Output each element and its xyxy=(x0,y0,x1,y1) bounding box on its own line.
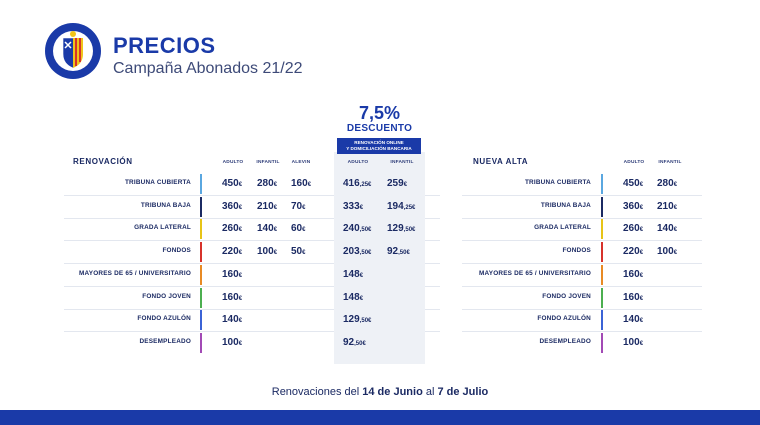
alta-price-adulto xyxy=(623,337,643,348)
currency-symbol: € xyxy=(273,227,278,233)
alta-price-adulto xyxy=(623,201,643,212)
row-divider xyxy=(64,286,334,287)
price-adulto-value: 100 xyxy=(222,337,239,348)
row-divider xyxy=(462,195,702,196)
row-label: FONDOS xyxy=(162,247,191,254)
nueva-alta-color-bar xyxy=(601,197,603,217)
price-adulto-value: 260 xyxy=(222,223,239,234)
currency-symbol: € xyxy=(406,250,410,256)
currency-symbol: € xyxy=(359,296,364,302)
nueva-alta-row-label xyxy=(0,242,591,262)
price-discount-infantil-value: 259 xyxy=(387,178,404,189)
currency-symbol: € xyxy=(359,205,364,211)
nueva-alta-color-bar xyxy=(601,265,603,285)
price-adulto-value: 140 xyxy=(222,314,239,325)
currency-symbol: € xyxy=(302,250,306,256)
renewal-dates-footer xyxy=(0,386,760,398)
row-label: TRIBUNA BAJA xyxy=(540,202,591,209)
alta-price-infantil xyxy=(657,223,677,234)
price-adulto-value: 160 xyxy=(222,269,239,280)
currency-symbol: € xyxy=(238,296,243,302)
price-discount-adulto-value: 240 xyxy=(343,223,360,234)
alta-price-adulto xyxy=(623,178,643,189)
nueva-alta-row-label xyxy=(0,288,591,308)
alta-price-adulto xyxy=(623,314,643,325)
price-discount-infantil-value: 92 xyxy=(387,246,399,257)
row-label: GRADA LATERAL xyxy=(534,224,591,231)
row-label: MAYORES DE 65 / UNIVERSITARIO xyxy=(79,270,191,277)
currency-symbol: € xyxy=(673,182,678,188)
currency-symbol: € xyxy=(673,227,678,233)
row-label: TRIBUNA BAJA xyxy=(140,202,191,209)
currency-symbol: € xyxy=(368,182,372,188)
currency-symbol: € xyxy=(403,182,408,188)
price-alevin-value: 160 xyxy=(291,178,308,189)
row-divider xyxy=(64,195,334,196)
currency-symbol: € xyxy=(302,205,306,211)
price-discount-adulto-value: 129 xyxy=(343,314,360,325)
row-divider xyxy=(64,263,334,264)
discount-percent: 7,5% xyxy=(358,103,401,123)
currency-symbol: € xyxy=(238,227,243,233)
currency-symbol: € xyxy=(673,250,678,256)
price-discount-adulto-value: 416 xyxy=(343,178,360,189)
price-discount-infantil-decimals: ,50 xyxy=(403,227,413,233)
price-discount-adulto-value: 333 xyxy=(343,201,360,212)
row-divider xyxy=(64,331,334,332)
row-divider xyxy=(425,263,440,264)
price-discount-adulto-decimals: ,25 xyxy=(359,182,369,188)
alta-price-adulto xyxy=(623,292,643,303)
currency-symbol: € xyxy=(238,341,243,347)
currency-symbol: € xyxy=(368,318,372,324)
currency-symbol: € xyxy=(273,250,278,256)
currency-symbol: € xyxy=(412,227,416,233)
alta-price-adulto xyxy=(623,246,643,257)
row-label: FONDO AZULÓN xyxy=(537,315,591,322)
renovacion-title: RENOVACIÓN xyxy=(73,157,133,166)
currency-symbol: € xyxy=(307,182,312,188)
price-discount-infantil-decimals: ,50 xyxy=(398,250,407,256)
currency-symbol: € xyxy=(639,205,644,211)
alta-price-adulto-value: 140 xyxy=(623,314,640,325)
nueva-alta-color-bar xyxy=(601,288,603,308)
currency-symbol: € xyxy=(639,182,644,188)
row-divider xyxy=(425,195,440,196)
alta-price-adulto-value: 260 xyxy=(623,223,640,234)
currency-symbol: € xyxy=(639,273,644,279)
row-label: FONDOS xyxy=(562,247,591,254)
currency-symbol: € xyxy=(639,250,644,256)
row-label: MAYORES DE 65 / UNIVERSITARIO xyxy=(479,270,591,277)
row-label: FONDO JOVEN xyxy=(142,293,191,300)
currency-symbol: € xyxy=(359,273,364,279)
price-adulto-value: 160 xyxy=(222,292,239,303)
price-infantil-value: 140 xyxy=(257,223,274,234)
alta-price-adulto xyxy=(623,269,643,280)
price-alevin-value: 70 xyxy=(291,201,303,212)
price-alevin-value: 60 xyxy=(291,223,303,234)
row-label: FONDO AZULÓN xyxy=(137,315,191,322)
nueva-alta-color-bar xyxy=(601,310,603,330)
col-head-alta-infantil: INFANTIL xyxy=(658,160,682,165)
price-discount-infantil-value: 194 xyxy=(387,201,404,212)
nueva-alta-row-label xyxy=(0,197,591,217)
price-discount-adulto-value: 203 xyxy=(343,246,360,257)
row-divider xyxy=(425,331,440,332)
currency-symbol: € xyxy=(273,205,278,211)
currency-symbol: € xyxy=(412,205,416,211)
col-head-infantil: INFANTIL xyxy=(256,160,280,165)
row-divider xyxy=(462,263,702,264)
alta-price-infantil xyxy=(657,246,677,257)
row-label: TRIBUNA CUBIERTA xyxy=(524,179,591,186)
currency-symbol: € xyxy=(238,250,243,256)
currency-symbol: € xyxy=(368,250,372,256)
footer-date-start: 14 de Junio xyxy=(362,386,423,398)
alta-price-infantil xyxy=(657,201,677,212)
row-label: DESEMPLEADO xyxy=(139,338,191,345)
row-divider xyxy=(425,240,440,241)
row-divider xyxy=(462,331,702,332)
currency-symbol: € xyxy=(238,182,243,188)
price-infantil-value: 100 xyxy=(257,246,274,257)
currency-symbol: € xyxy=(639,227,644,233)
alta-price-adulto-value: 100 xyxy=(623,337,640,348)
footer-prefix: Renovaciones del xyxy=(271,386,363,398)
nueva-alta-title: NUEVA ALTA xyxy=(473,157,529,166)
row-divider xyxy=(64,240,334,241)
row-divider xyxy=(462,240,702,241)
alta-price-adulto-value: 220 xyxy=(623,246,640,257)
nueva-alta-row-label xyxy=(0,174,591,194)
alta-price-adulto-value: 360 xyxy=(623,201,640,212)
row-divider xyxy=(425,286,440,287)
currency-symbol: € xyxy=(302,227,306,233)
currency-symbol: € xyxy=(238,205,243,211)
price-discount-adulto-decimals: ,50 xyxy=(359,250,369,256)
price-discount-adulto-value: 148 xyxy=(343,269,360,280)
price-discount-adulto-decimals: ,50 xyxy=(359,318,369,324)
getafe-crest-logo xyxy=(44,22,102,80)
price-discount-adulto-decimals: ,50 xyxy=(359,227,369,233)
price-discount-infantil-value: 129 xyxy=(387,223,404,234)
price-discount-adulto-decimals: ,50 xyxy=(354,341,363,347)
row-label: GRADA LATERAL xyxy=(134,224,191,231)
price-alevin-value: 50 xyxy=(291,246,303,257)
currency-symbol: € xyxy=(362,341,366,347)
alta-price-infantil-value: 210 xyxy=(657,201,674,212)
alta-price-adulto xyxy=(623,223,643,234)
price-infantil-value: 280 xyxy=(257,178,274,189)
discount-note-badge xyxy=(337,138,421,154)
nueva-alta-color-bar xyxy=(601,219,603,239)
nueva-alta-color-bar xyxy=(601,333,603,353)
discount-note-line2: Y DOMICILIACIÓN BANCARIA xyxy=(346,146,412,151)
row-label: FONDO JOVEN xyxy=(542,293,591,300)
price-discount-adulto-value: 148 xyxy=(343,292,360,303)
currency-symbol: € xyxy=(639,318,644,324)
page-subtitle: Campaña Abonados 21/22 xyxy=(113,60,303,77)
alta-price-infantil-value: 100 xyxy=(657,246,674,257)
col-head-alta-adulto: ADULTO xyxy=(623,160,645,165)
price-adulto-value: 450 xyxy=(222,178,239,189)
bottom-brand-band xyxy=(0,410,760,425)
discount-label: DESCUENTO xyxy=(346,123,413,134)
page-title: PRECIOS xyxy=(113,33,216,58)
currency-symbol: € xyxy=(673,205,678,211)
currency-symbol: € xyxy=(639,341,644,347)
row-label: DESEMPLEADO xyxy=(539,338,591,345)
nueva-alta-row-label xyxy=(0,219,591,239)
currency-symbol: € xyxy=(238,318,243,324)
discount-note-line1: RENOVACIÓN ONLINE xyxy=(354,140,404,145)
col-head-discount-infantil: INFANTIL xyxy=(390,160,414,165)
currency-symbol: € xyxy=(368,227,372,233)
col-head-discount-adulto: ADULTO xyxy=(347,160,369,165)
currency-symbol: € xyxy=(273,182,278,188)
alta-price-infantil xyxy=(657,178,677,189)
price-discount-infantil-decimals: ,25 xyxy=(403,205,413,211)
nueva-alta-row-label xyxy=(0,333,591,353)
alta-price-adulto-value: 160 xyxy=(623,269,640,280)
price-infantil-value: 210 xyxy=(257,201,274,212)
price-adulto-value: 220 xyxy=(222,246,239,257)
nueva-alta-row-label xyxy=(0,265,591,285)
alta-price-infantil-value: 280 xyxy=(657,178,674,189)
footer-middle: al xyxy=(422,386,438,398)
row-divider xyxy=(462,286,702,287)
nueva-alta-color-bar xyxy=(601,242,603,262)
footer-date-end: 7 de Julio xyxy=(437,386,489,398)
price-adulto-value: 360 xyxy=(222,201,239,212)
col-head-alevin: ALEVIN xyxy=(291,160,311,165)
alta-price-adulto-value: 160 xyxy=(623,292,640,303)
alta-price-infantil-value: 140 xyxy=(657,223,674,234)
nueva-alta-color-bar xyxy=(601,174,603,194)
nueva-alta-row-label xyxy=(0,310,591,330)
alta-price-adulto-value: 450 xyxy=(623,178,640,189)
row-label: TRIBUNA CUBIERTA xyxy=(124,179,191,186)
price-discount-adulto-value: 92 xyxy=(343,337,355,348)
col-head-adulto: ADULTO xyxy=(222,160,244,165)
currency-symbol: € xyxy=(639,296,644,302)
currency-symbol: € xyxy=(238,273,243,279)
